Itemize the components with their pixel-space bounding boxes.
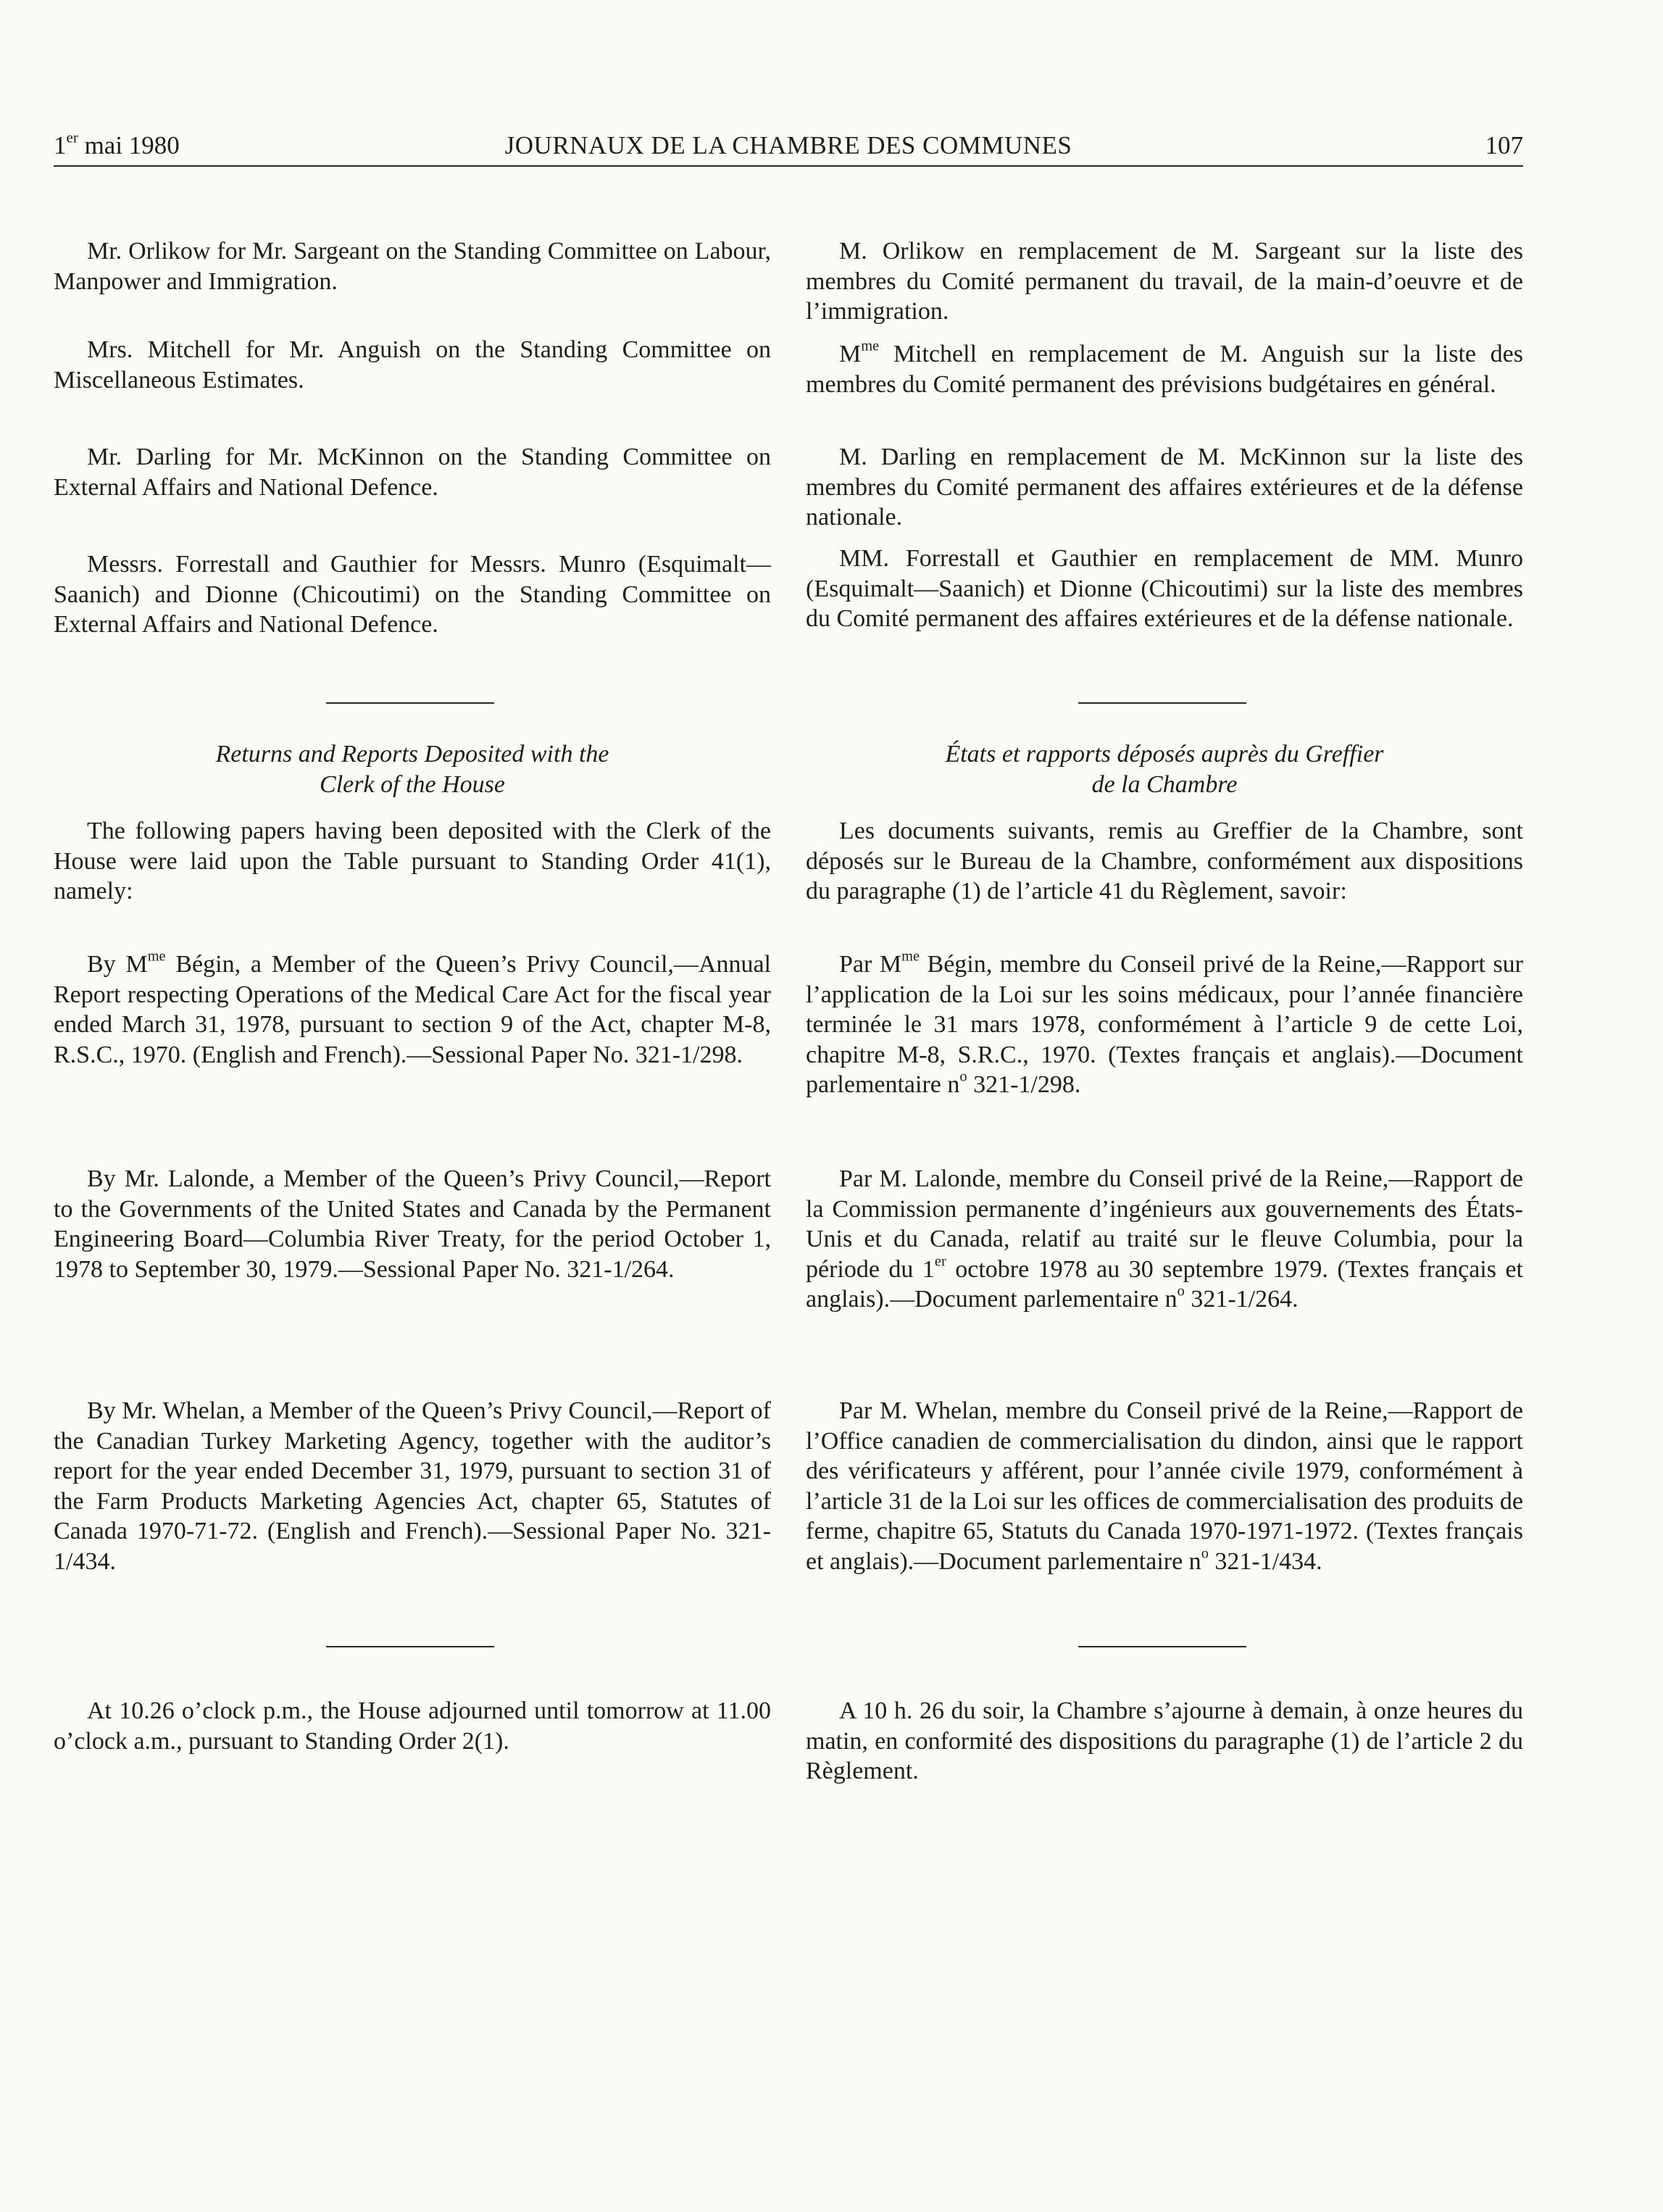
return-begin: By $M^{me}$ Bégin, a Member of the Queen’s Privy Council,—Annual Report respecting Operations of the Medical Care Act for the fiscal year ended March 31, 1978, pursuant to section 9 of the Act, chapter M-8, R.S.C., 1970. (English and French).—Sessional Paper No. 321-1/298. (54, 948, 771, 1068)
section-separator (326, 702, 494, 704)
header-rule (54, 165, 1523, 167)
running-header (54, 130, 1523, 165)
substitution-2: Mrs. Mitchell for Mr. Anguish on the Standing Committee on Miscellaneous Estimates. (54, 336, 771, 394)
section-separator (326, 1646, 494, 1647)
return-begin: Par $M^{me}$ Bégin, membre du Conseil privé de la Reine,—Rapport sur l’application de la Loi sur les soins médicaux, pour l’année financière terminée le 31 mars 1978, conformément à l’article 9 de cette Loi, chapitre M-8, S.R.C., 1970. (Textes français et anglais).—Document parlementaire $n^o$ 321-1/298. (806, 948, 1524, 1099)
substitution-4: Messrs. Forrestall and Gauthier for Messrs. Munro (Esquimalt—Saanich) and Dionne (Chicoutimi) on the Standing Committee on External Affairs and National Defence. (54, 551, 771, 639)
return-lalonde: By Mr. Lalonde, a Member of the Queen’s Privy Council,—Report to the Governments of the United States and Canada by the Permanent Engineering Board—Columbia River Treaty, for the period October 1, 1978 to September 30, 1979.—Sessional Paper No. 321-1/264. (54, 1165, 771, 1283)
substitution-1: M. Orlikow en remplacement de M. Sargeant sur la liste des membres du Comité permanent du travail, de la main-d’oeuvre et de l’immigration. (806, 238, 1523, 325)
section-separator (1078, 1646, 1246, 1647)
header-title: JOURNAUX DE LA CHAMBRE DES COMMUNES (504, 131, 1072, 159)
adjournment: A 10 h. 26 du soir, la Chambre s’ajourne à demain, à onze heures du matin, en conformité des dispositions du paragraphe (1) de l’article 2 du Règlement. (806, 1697, 1523, 1785)
header-date: 1er mai 1980 (54, 128, 180, 159)
returns-intro: The following papers having been deposited with the Clerk of the House were laid upon the Table pursuant to Standing Order 41(1), namely: (54, 818, 771, 905)
section-heading: États et rapports déposés auprès du Greffier de la Chambre (945, 741, 1384, 798)
substitution-4: MM. Forrestall et Gauthier en remplacement de MM. Munro (Esquimalt—Saanich) et Dionne (Chicoutimi) sur la liste des membres du Comité permanent des affaires extérieures et de la défense nationale. (806, 545, 1523, 633)
return-whelan: Par M. Whelan, membre du Conseil privé de la Reine,—Rapport de l’Office canadien de commercialisation du dindon, ainsi que le rapport des vérificateurs y afférent, pour l’année civile 1979, conformément à l’article 31 de la Loi sur les offices de commercialisation des produits de ferme, chapitre 65, Statuts du Canada 1970-1971-1972. (Textes français et anglais).—Document parlementaire $n^o$ 321-1/434. (806, 1397, 1523, 1575)
substitution-2: $M^{me}$ Mitchell en remplacement de M. Anguish sur la liste des membres du Comité permanent des prévisions budgétaires en général. (806, 338, 1523, 398)
substitution-3: M. Darling en remplacement de M. McKinnon sur la liste des membres du Comité permanent des affaires extérieures et de la défense nationale. (806, 444, 1523, 531)
return-whelan: By Mr. Whelan, a Member of the Queen’s Privy Council,—Report of the Canadian Turkey Marketing Agency, together with the auditor’s report for the year ended December 31, 1979, pursuant to section 31 of the Farm Products Marketing Agencies Act, chapter 65, Statutes of Canada 1970-71-72. (English and French).—Sessional Paper No. 321-1/434. (54, 1397, 771, 1575)
section-heading: Returns and Reports Deposited with the Clerk of the House (215, 741, 609, 798)
substitution-1: Mr. Orlikow for Mr. Sargeant on the Standing Committee on Labour, Manpower and Immigration. (54, 238, 771, 295)
page-number: 107 (1485, 131, 1523, 159)
substitution-3: Mr. Darling for Mr. McKinnon on the Standing Committee on External Affairs and National Defence. (54, 444, 771, 501)
section-separator (1078, 702, 1246, 704)
adjournment: At 10.26 o’clock p.m., the House adjourned until tomorrow at 11.00 o’clock a.m., pursuant to Standing Order 2(1). (54, 1697, 771, 1755)
returns-intro: Les documents suivants, remis au Greffier de la Chambre, sont déposés sur le Bureau de la Chambre, conformément aux dispositions du paragraphe (1) de l’article 41 du Règlement, savoir: (806, 818, 1523, 905)
return-lalonde: Par M. Lalonde, membre du Conseil privé de la Reine,—Rapport de la Commission permanente d’ingénieurs aux gouvernements des États-Unis et du Canada, relatif au traité sur le fleuve Columbia, pour la période du 1er octobre 1978 au 30 septembre 1979. (Textes français et anglais).—Document parlementaire $n^o$ 321-1/264. (806, 1165, 1524, 1313)
